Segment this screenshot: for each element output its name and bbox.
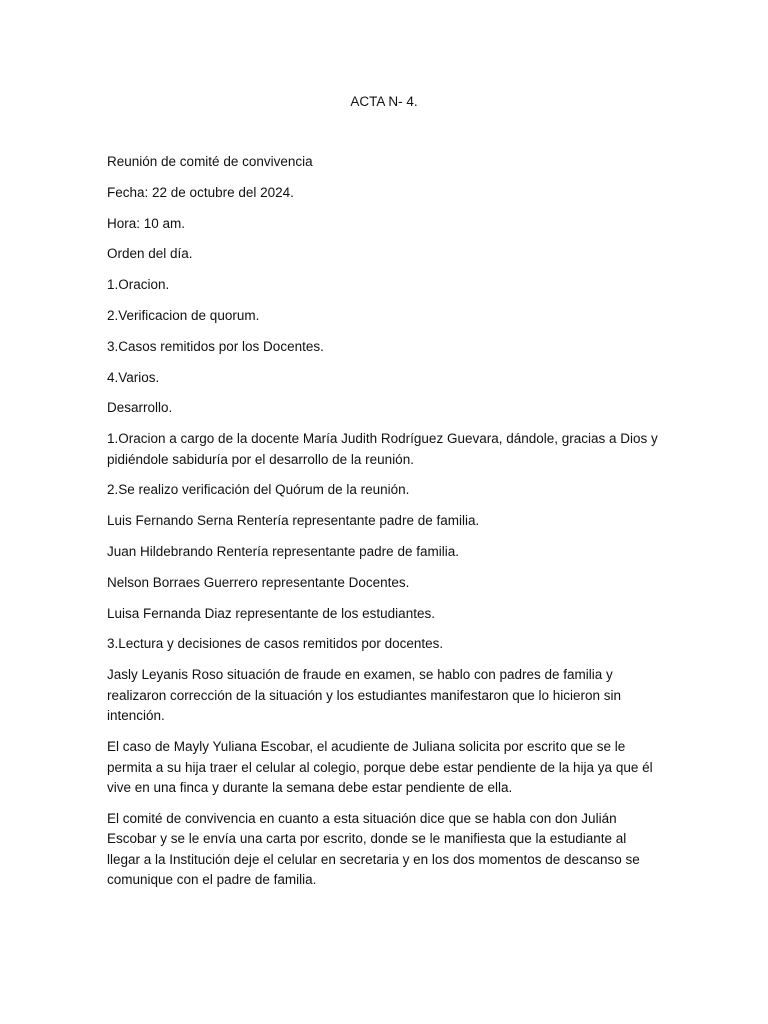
paragraph-attendee-3: Nelson Borraes Guerrero representante Docentes. <box>107 574 410 590</box>
paragraph-case-1: Jasly Leyanis Roso situación de fraude en examen, se hablo con padres de familia y realizaron corrección de la situación y los estudiantes manifestaron que lo hicieron sin intención. <box>107 667 622 724</box>
paragraph-attendee-2: Juan Hildebrando Rentería representante padre de familia. <box>107 544 459 560</box>
paragraph-agenda-item-2: 2.Verificacion de quorum. <box>107 307 260 323</box>
document-title: ACTA N- 4. <box>350 94 418 109</box>
paragraph-attendee-1: Luis Fernando Serna Rentería representante padre de familia. <box>107 513 480 529</box>
paragraph-development-2: 2.Se realizo verificación del Quórum de la reunión. <box>107 482 410 498</box>
paragraph-agenda-heading: Orden del día. <box>107 246 193 262</box>
paragraph-date: Fecha: 22 de octubre del 2024. <box>107 184 294 200</box>
paragraph-attendee-4: Luisa Fernanda Diaz representante de los estudiantes. <box>107 605 435 621</box>
paragraph-decision: El comité de convivencia en cuanto a esta situación dice que se habla con don Julián Escobar y se le envía una carta por escrito, donde se le manifiesta que la estudiante al llegar a la Institución deje el celular en secretaria y en los dos momentos de descanso se comunique con el padre de familia. <box>107 810 640 888</box>
paragraph-development-1: 1.Oracion a cargo de la docente María Judith Rodríguez Guevara, dándole, gracias a Dios y pidiéndole sabiduría por el desarrollo de la reunión. <box>107 431 658 467</box>
paragraph-case-2: El caso de Mayly Yuliana Escobar, el acudiente de Juliana solicita por escrito que se le permita a su hija traer el celular al colegio, porque debe estar pendiente de la hija ya que él vive en una finca y durante la semana debe estar pendiente de ella. <box>107 739 653 796</box>
paragraph-agenda-item-4: 4.Varios. <box>107 369 160 385</box>
document-body <box>107 152 663 901</box>
paragraph-agenda-item-1: 1.Oracion. <box>107 277 170 293</box>
paragraph-agenda-item-3: 3.Casos remitidos por los Docentes. <box>107 338 324 354</box>
paragraph-time: Hora: 10 am. <box>107 215 186 231</box>
paragraph-development-3: 3.Lectura y decisiones de casos remitidos por docentes. <box>107 636 444 652</box>
paragraph-development-heading: Desarrollo. <box>107 400 173 416</box>
paragraph-meeting: Reunión de comité de convivencia <box>107 154 313 169</box>
